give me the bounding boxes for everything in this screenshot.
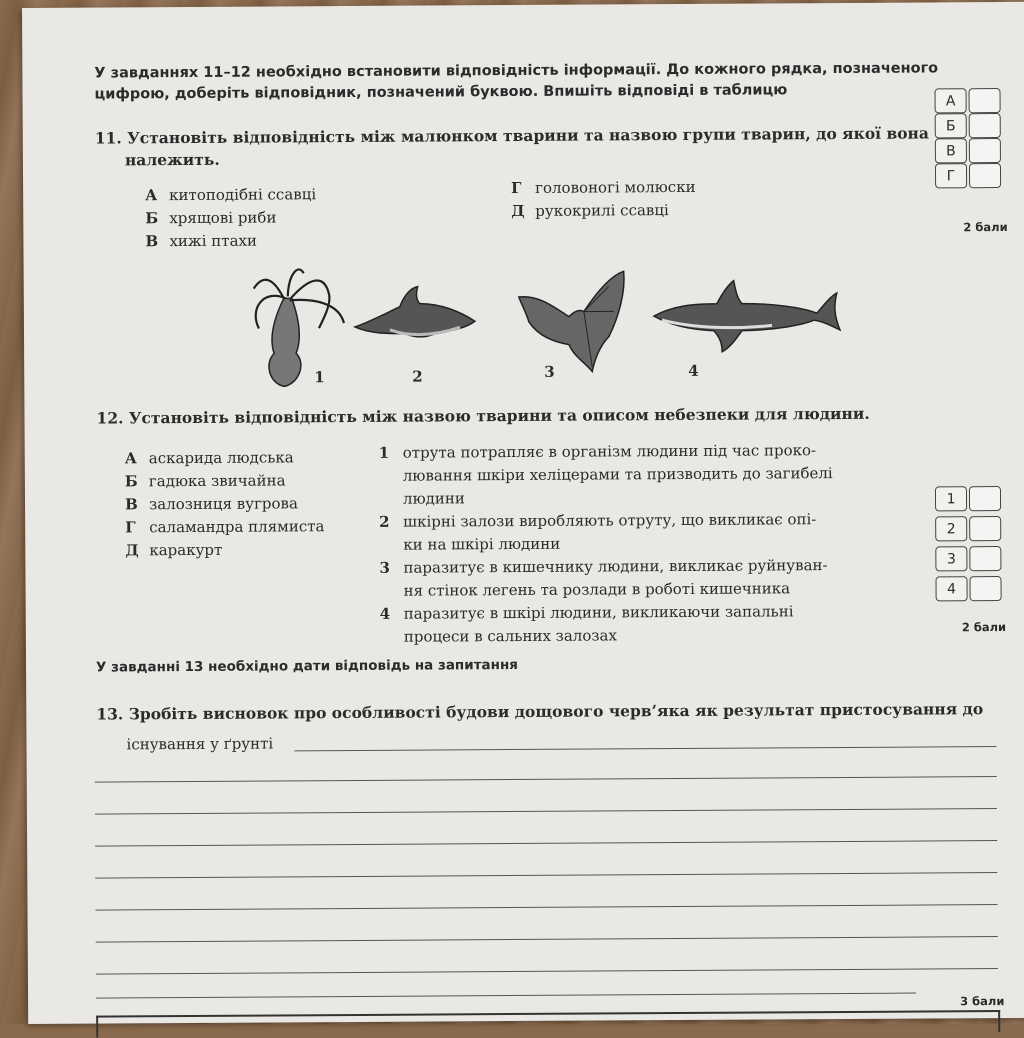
description-2: [379, 508, 833, 557]
animal-d: [125, 538, 324, 562]
option-letter: Б: [145, 209, 159, 228]
answer-label: 2: [935, 516, 967, 541]
answer-line[interactable]: [95, 776, 997, 783]
description-line: ня стінок легень та розлади в роботі кишечника: [403, 579, 791, 600]
description-line: лювання шкіри хеліцерами та призводить до загибелі: [402, 464, 833, 485]
bat-icon: [514, 266, 635, 377]
description-4: [380, 600, 834, 649]
option-text: хижі птахи: [169, 231, 258, 251]
question-11-options-left: [145, 183, 316, 253]
description-line: процеси в сальних залозах: [403, 626, 617, 646]
answer-row-v: [935, 138, 1001, 163]
answer-cell[interactable]: [969, 138, 1001, 163]
answer-row-2: [935, 516, 1001, 546]
option-letter: В: [124, 495, 138, 514]
description-line: ки на шкірі людини: [403, 534, 561, 554]
answer-row-g: [935, 163, 1001, 188]
answer-cell[interactable]: [969, 516, 1001, 541]
answer-row-4: [935, 576, 1001, 606]
question-12-points: 2 бали: [961, 620, 1007, 635]
question-11-title-line-2: належить.: [124, 149, 220, 170]
question-12-animals: [125, 446, 325, 562]
answer-cell[interactable]: [969, 486, 1001, 511]
instructions-11-12: [94, 58, 938, 105]
animal-v: [125, 492, 324, 516]
dolphin-icon: [350, 281, 480, 342]
shark-icon: [652, 275, 842, 356]
option-letter: Д: [125, 541, 139, 560]
question-12-answer-grid: [935, 486, 1002, 606]
option-text: залозниця вугрова: [148, 494, 298, 514]
answer-cell[interactable]: [969, 576, 1001, 601]
question-13-points: 3 бали: [960, 994, 1005, 1009]
instructions-13: У завданні 13 необхідно дати відповідь на запитання: [95, 656, 519, 676]
description-line: шкірні залози виробляють отруту, що викликає опі-: [403, 510, 817, 531]
question-12-descriptions: [379, 439, 834, 649]
option-letter: Д: [511, 201, 525, 221]
option-text: аскарида людська: [148, 448, 294, 468]
option-text: хрящові риби: [169, 208, 277, 228]
description-line: паразитує в шкірі людини, викликаючи запальні: [403, 602, 794, 623]
answer-cell[interactable]: [969, 113, 1001, 138]
answer-label: 4: [935, 576, 967, 601]
option-text: саламандра плямиста: [149, 517, 325, 537]
worksheet-page: [22, 2, 1024, 1024]
option-text: каракурт: [149, 540, 223, 560]
option-letter: Г: [125, 518, 136, 537]
option-letter: В: [145, 232, 159, 251]
question-11-title-line-1: 11. Установіть відповідність між малюнком тварини та назвою групи тварин, до якої вона: [94, 123, 929, 148]
answer-label: В: [935, 138, 967, 163]
answer-line[interactable]: [295, 746, 997, 751]
description-number: 3: [379, 558, 390, 577]
question-13-title-line-1: 13. Зробіть висновок про особливості будови дощового черв’яка як результат пристосування до: [96, 699, 984, 724]
figure-number-2: 2: [412, 367, 423, 386]
option-text: гадюка звичайна: [148, 471, 286, 491]
option-text: головоногі молюски: [535, 177, 696, 197]
description-3: [379, 554, 833, 603]
option-letter: А: [124, 449, 138, 468]
answer-line[interactable]: [95, 808, 997, 815]
option-a: [145, 183, 316, 207]
question-13-title-line-2: існування у ґрунті: [126, 734, 274, 754]
answer-line[interactable]: [96, 993, 916, 999]
option-letter: А: [145, 186, 158, 205]
option-b: [145, 206, 316, 230]
answer-label: А: [935, 88, 967, 113]
question-11-title: [95, 122, 929, 171]
answer-line[interactable]: [96, 904, 998, 911]
answer-row-1: [935, 486, 1001, 516]
description-line: людини: [402, 489, 465, 508]
answer-label: 1: [935, 486, 967, 511]
answer-line[interactable]: [96, 936, 998, 943]
description-number: 1: [378, 443, 390, 462]
instructions-line-2: цифрою, доберіть відповідник, позначений буквою. Впишіть відповіді в таблицю: [94, 82, 788, 103]
instructions-line-1: У завданнях 11–12 необхідно встановити відповідність інформації. До кожного рядка, позначеного: [94, 60, 939, 82]
answer-line[interactable]: [95, 840, 997, 847]
description-line: отрута потрапляє в організм людини під час проко-: [402, 441, 817, 462]
figure-number-1: 1: [314, 368, 325, 387]
answer-cell[interactable]: [969, 163, 1001, 188]
figure-number-4: 4: [688, 361, 699, 380]
option-text: рукокрилі ссавці: [535, 201, 669, 220]
option-g: [511, 176, 696, 200]
option-v: [145, 229, 316, 253]
description-number: 2: [379, 512, 390, 531]
answer-line[interactable]: [95, 872, 997, 879]
question-12-title: 12. Установіть відповідність між назвою тварини та описом небезпеки для людини.: [96, 403, 870, 428]
animal-g: [125, 515, 324, 539]
description-number: 4: [379, 604, 391, 623]
answer-cell[interactable]: [969, 88, 1001, 113]
answer-label: Б: [935, 113, 967, 138]
option-letter: Г: [511, 178, 522, 198]
answer-row-3: [935, 546, 1001, 576]
description-line: паразитує в кишечнику людини, викликає руйнуван-: [403, 556, 828, 577]
answer-label: Г: [935, 163, 967, 188]
answer-line[interactable]: [96, 968, 998, 975]
option-text: китоподібні ссавці: [169, 185, 317, 205]
answer-label: 3: [935, 546, 967, 571]
animal-b: [125, 469, 324, 493]
figure-number-3: 3: [544, 362, 555, 381]
question-11-options-right: [511, 176, 696, 223]
answer-row-a: [935, 88, 1001, 113]
question-13-title: [96, 698, 983, 725]
option-letter: Б: [124, 472, 138, 491]
description-1: [379, 439, 833, 511]
animal-a: [125, 446, 324, 470]
question-11-answer-grid: [935, 88, 1002, 188]
answer-row-b: [935, 113, 1001, 138]
option-d: [511, 199, 696, 223]
answer-cell[interactable]: [969, 546, 1001, 571]
question-11-points: 2 бали: [963, 219, 1008, 235]
squid-icon: [244, 258, 355, 389]
